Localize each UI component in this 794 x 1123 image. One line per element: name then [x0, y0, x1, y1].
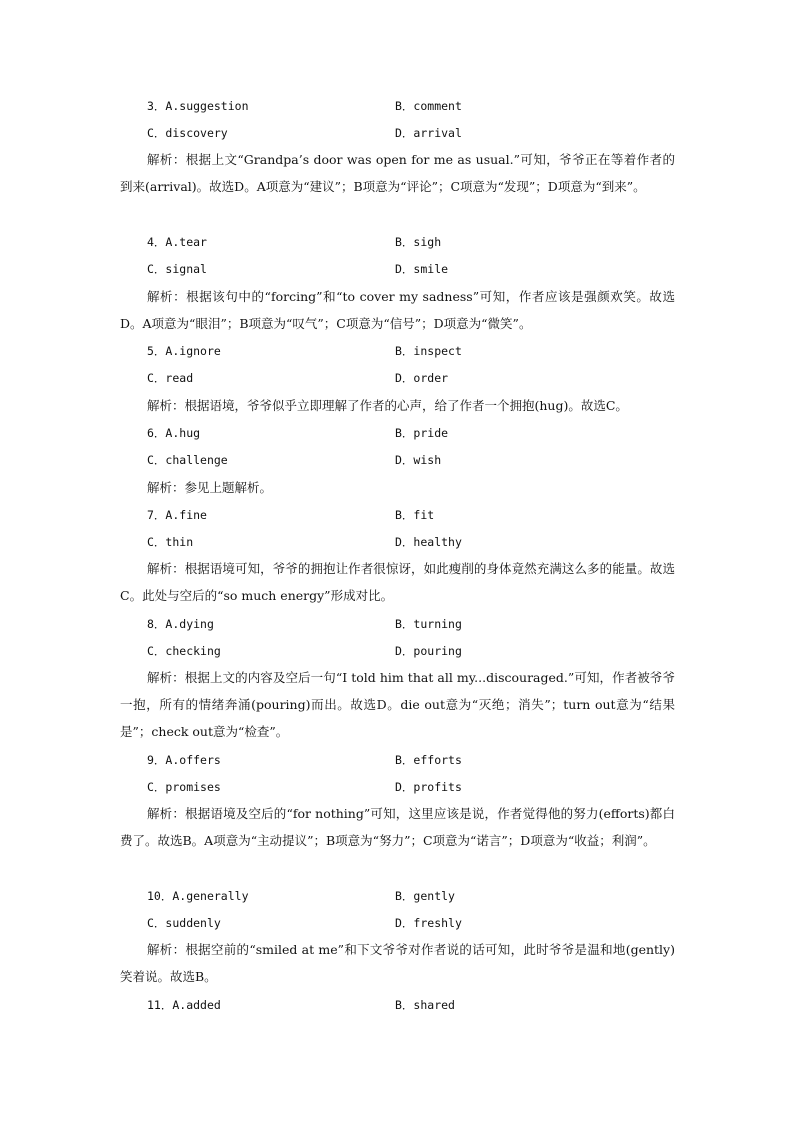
option-b: B．inspect [395, 344, 462, 358]
question-3-row-2 [147, 123, 707, 143]
option-d: D．smile [395, 262, 449, 276]
option-d: D．profits [395, 780, 462, 794]
question-7-row-2 [147, 532, 707, 552]
option-a: 4．A.tear [147, 235, 207, 249]
option-d: D．freshly [395, 916, 462, 930]
option-c: C．checking [147, 644, 221, 658]
option-a: 6．A.hug [147, 426, 201, 440]
option-c: C．thin [147, 535, 194, 549]
option-c: C．challenge [147, 453, 228, 467]
option-b: B．turning [395, 617, 462, 631]
option-c: C．promises [147, 780, 221, 794]
option-b: B．sigh [395, 235, 442, 249]
analysis-6: 解析：参见上题解析。 [147, 480, 273, 495]
option-a: 5．A.ignore [147, 344, 221, 358]
analysis-8: 解析：根据上文的内容及空后一句“I told him that all my...discouraged.”可知，作者被爷爷一抱，所有的情绪奔涌(pouring)而出。故选D。die out意为“灭绝；消失”；turn out意为“结果是”；check out意为“检查”。 [120, 670, 675, 739]
question-10-row-1 [147, 886, 707, 906]
analysis-10: 解析：根据空前的“smiled at me”和下文爷爷对作者说的话可知，此时爷爷是温和地(gently)笑着说。故选B。 [120, 942, 675, 984]
question-6-row-2 [147, 450, 707, 470]
option-c: C．discovery [147, 126, 228, 140]
option-c: C．suddenly [147, 916, 221, 930]
question-11-row-1 [147, 995, 707, 1015]
question-10-row-2 [147, 913, 707, 933]
option-d: D．pouring [395, 644, 462, 658]
option-d: D．healthy [395, 535, 462, 549]
option-c: C．read [147, 371, 194, 385]
question-9-row-1 [147, 750, 707, 770]
analysis-4: 解析：根据该句中的“forcing”和“to cover my sadness”可知，作者应该是强颜欢笑。故选D。A项意为“眼泪”；B项意为“叹气”；C项意为“信号”；D项意为“微笑”。 [120, 289, 675, 331]
question-9-row-2 [147, 777, 707, 797]
question-5-row-1 [147, 341, 707, 361]
option-d: D．wish [395, 453, 442, 467]
question-3-row-1 [147, 96, 707, 116]
analysis-3: 解析：根据上文“Grandpa’s door was open for me as usual.”可知，爷爷正在等着作者的到来(arrival)。故选D。A项意为“建议”；B项意为“评论”；C项意为“发现”；D项意为“到来”。 [120, 152, 675, 194]
option-a: 11．A.added [147, 998, 221, 1012]
option-b: B．gently [395, 889, 455, 903]
option-b: B．efforts [395, 753, 462, 767]
question-6-row-1 [147, 423, 707, 443]
option-a: 7．A.fine [147, 508, 207, 522]
analysis-7: 解析：根据语境可知，爷爷的拥抱让作者很惊讶，如此瘦削的身体竟然充满这么多的能量。故选C。此处与空后的“so much energy”形成对比。 [120, 561, 675, 603]
option-d: D．arrival [395, 126, 462, 140]
option-b: B．pride [395, 426, 449, 440]
option-a: 3．A.suggestion [147, 99, 249, 113]
option-c: C．signal [147, 262, 207, 276]
analysis-5: 解析：根据语境，爷爷似乎立即理解了作者的心声，给了作者一个拥抱(hug)。故选C。 [147, 398, 628, 413]
option-a: 9．A.offers [147, 753, 221, 767]
analysis-9: 解析：根据语境及空后的“for nothing”可知，这里应该是说，作者觉得他的努力(efforts)都白费了。故选B。A项意为“主动提议”；B项意为“努力”；C项意为“诺言”；D项意为“收益；利润”。 [120, 806, 675, 848]
question-7-row-1 [147, 505, 707, 525]
question-4-row-2 [147, 259, 707, 279]
option-b: B．fit [395, 508, 435, 522]
option-a: 10．A.generally [147, 889, 249, 903]
option-b: B．comment [395, 99, 462, 113]
question-8-row-1 [147, 614, 707, 634]
question-5-row-2 [147, 368, 707, 388]
option-b: B．shared [395, 998, 455, 1012]
option-d: D．order [395, 371, 449, 385]
question-4-row-1 [147, 232, 707, 252]
question-8-row-2 [147, 641, 707, 661]
option-a: 8．A.dying [147, 617, 214, 631]
